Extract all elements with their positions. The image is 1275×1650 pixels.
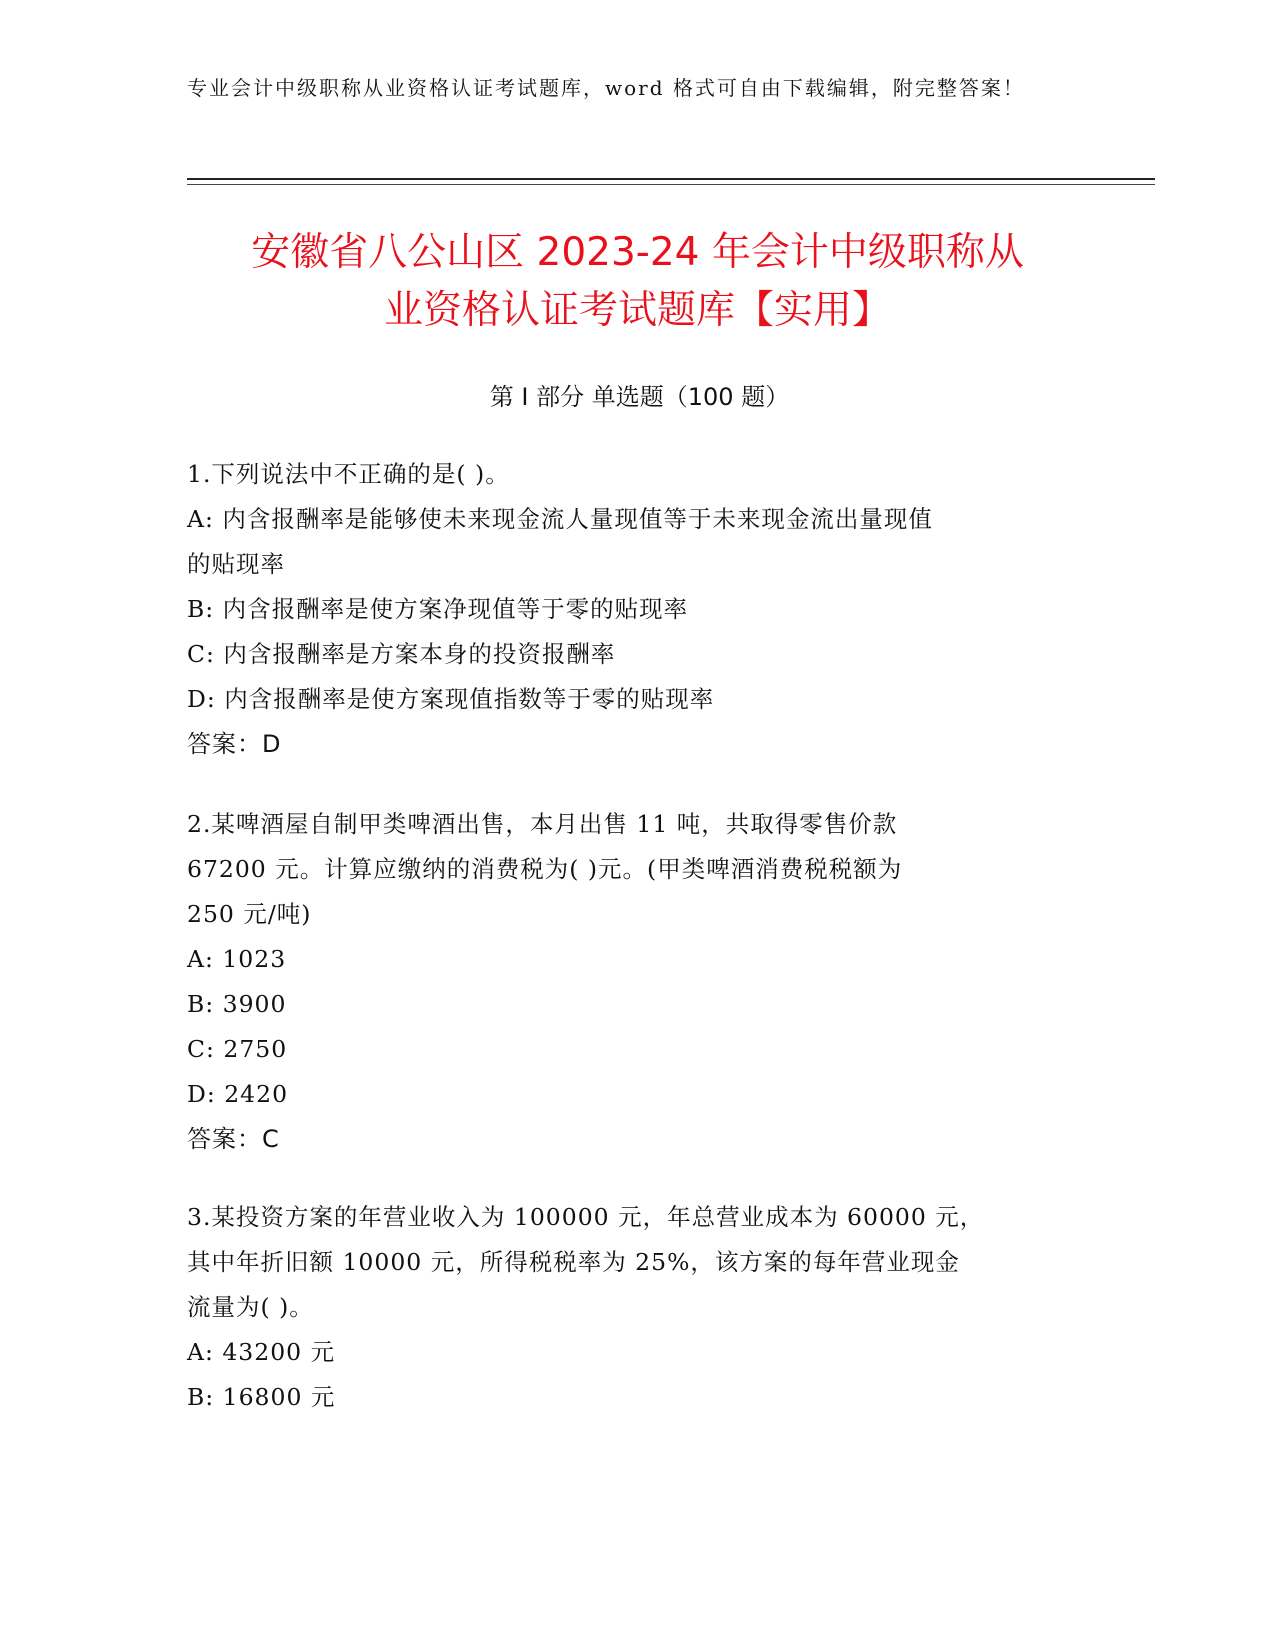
section-heading: 第 I 部分 单选题（100 题）	[489, 383, 790, 411]
option-a: A: 43200 元	[187, 1338, 336, 1366]
option-a: A: 1023	[187, 945, 287, 973]
title-line-1: 安徽省八公山区 2023-24 年会计中级职称从	[251, 230, 1024, 275]
question-stem: 67200 元。计算应缴纳的消费税为( )元。(甲类啤酒消费税税额为	[187, 855, 903, 883]
question-2	[187, 802, 1087, 1162]
question-1	[187, 452, 1087, 767]
header-divider-thin	[187, 184, 1155, 185]
option-d: D: 内含报酬率是使方案现值指数等于零的贴现率	[187, 685, 715, 713]
answer: 答案：D	[187, 730, 282, 758]
option-b: B: 内含报酬率是使方案净现值等于零的贴现率	[187, 595, 689, 623]
answer: 答案：C	[187, 1125, 280, 1153]
option-d: D: 2420	[187, 1080, 289, 1108]
header-divider	[187, 178, 1155, 180]
question-3	[187, 1195, 1087, 1420]
question-stem: 流量为( )。	[187, 1293, 314, 1321]
page-header: 专业会计中级职称从业资格认证考试题库，word 格式可自由下载编辑，附完整答案！	[187, 76, 1025, 100]
question-stem: 1.下列说法中不正确的是( )。	[187, 460, 510, 488]
option-a: A: 内含报酬率是能够使未来现金流人量现值等于未来现金流出量现值	[187, 505, 933, 533]
title-line-2: 业资格认证考试题库【实用】	[383, 288, 891, 333]
question-stem: 2.某啤酒屋自制甲类啤酒出售，本月出售 11 吨，共取得零售价款	[187, 810, 898, 838]
question-stem: 其中年折旧额 10000 元，所得税税率为 25%，该方案的每年营业现金	[187, 1248, 960, 1276]
option-a-continued: 的贴现率	[187, 550, 285, 578]
option-b: B: 16800 元	[187, 1383, 336, 1411]
question-stem: 3.某投资方案的年营业收入为 100000 元，年总营业成本为 60000 元，	[187, 1203, 985, 1231]
option-c: C: 2750	[187, 1035, 288, 1063]
option-c: C: 内含报酬率是方案本身的投资报酬率	[187, 640, 616, 668]
document-title	[180, 224, 1095, 340]
question-stem: 250 元/吨)	[187, 900, 312, 928]
option-b: B: 3900	[187, 990, 287, 1018]
